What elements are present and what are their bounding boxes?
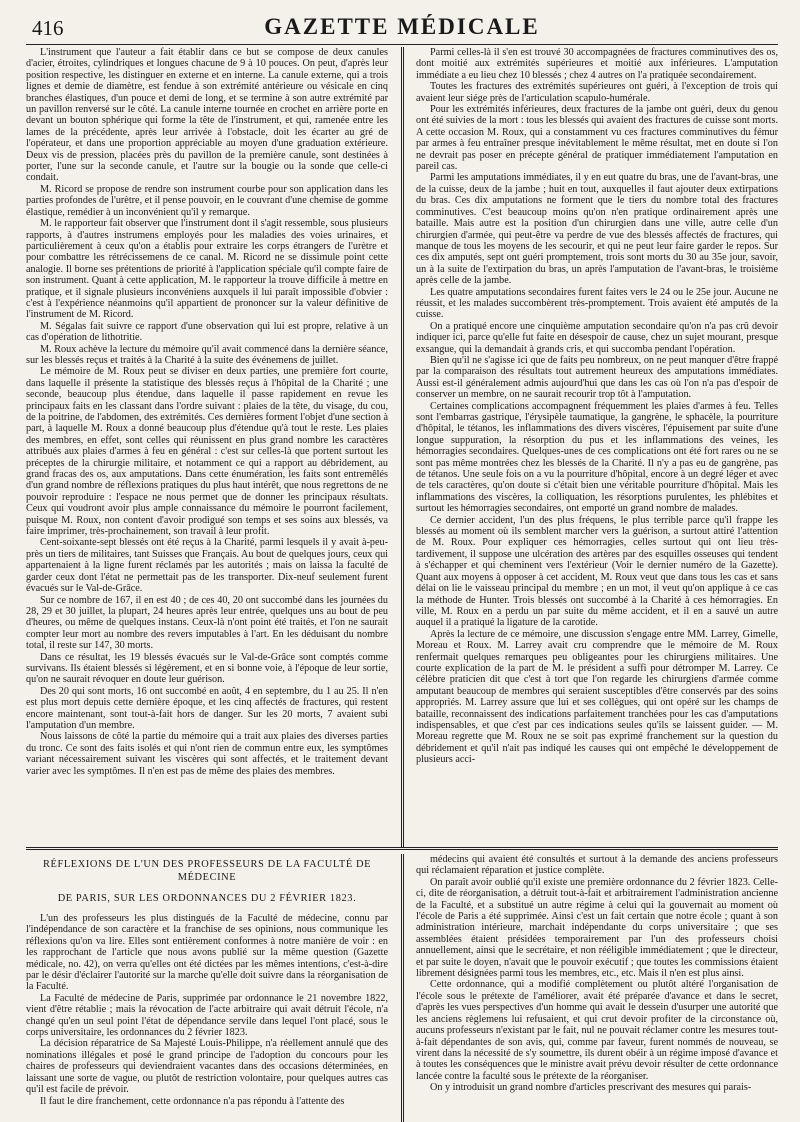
paragraph: La Faculté de médecine de Paris, supprimée par ordonnance le 21 novembre 1822, vient d'être rétablie ; mais la révocation de l'acte arbitraire qui avait détruit l'école, n'a changé qu'en un seul point l'état de dépendance servile dans lequel l'ont placé, sous le corps universitaire, les ordonnances du 2 février 1823. (26, 992, 388, 1039)
paragraph: Le mémoire de M. Roux peut se diviser en deux parties, une première fort courte, dans laquelle il présente la statistique des blessés reçus à l'hôpital de la Charité ; une seconde, beaucoup plus étendue, dans laquelle il passe rapidement en revue les principaux faits en les classant dans l'ordre suivant : plaies de la tête, du visage, du cou, de la poitrine, de l'abdomen, des extrémités. Ces dernières forment l'objet d'une section à part, à laquelle M. Roux a donné beaucoup plus d'étendue qu'à tout le reste. Les plaies des membres, en effet, sont celles qui réunissent en plus grand nombre les caractères attribués aux plaies d'armes à feu en général : c'est sur celles-là que portent surtout les préceptes de la chirurgie militaire, et notamment ce qui a rapport au débridement, au grand fracas des os, aux amputations. Dans cette énumération, les faits sont entremêlés d'un grand nombre de réflexions pratiques du plus haut intérêt, que nous regrettons de ne pouvoir reproduire : l'espace ne nous permet que de donner les principaux résultats. Ceux qui voudront avoir plus ample connaissance du mémoire le pourront facilement, puisque M. Roux, non content d'avoir prodigué son temps et ses soins aux blessés, va faire imprimer, très-prochainement, son travail à leur profit. (26, 366, 388, 538)
paragraph: Cette ordonnance, qui a modifié complètement ou plutôt altéré l'organisation de l'école sous le prétexte de l'améliorer, avait été préparée d'avance et dans le secret, d'après les vues perspectives d'un homme qui avait le dessein d'usurper une autorité que les anciens règlemens lui refusaient, et qui crut devoir profiter de la circonstance où, aucuns professeurs n'existant par le fait, nul ne pouvait réclamer contre les mesures tout-à-fait dépendantes de son avis, qui, comme par faveur, furent nommés de nouveau, se virent dans la nécessité de s'y soumettre, ils durent obéir à un régime imposé d'avance et à toutes les conséquences que le ministre avait prévu devoir résulter de cette ordonnance lancée contre la faculté sous le prétexte de la réorganiser. (416, 979, 778, 1082)
masthead-title: GAZETTE MÉDICALE (264, 14, 540, 39)
paragraph: Cent-soixante-sept blessés ont été reçus à la Charité, parmi lesquels il y avait à-peu-près un tiers de militaires, tant Suisses que Français. Au bout de quelques jours, ceux qui appartenaient à la ligne furent réclamés par les autorités ; mais on laissa la faculté de garder ceux dont l'état ne permettait pas de les transporter. Dix-neuf seulement furent évacués sur le Val-de-Grâce. (26, 537, 388, 595)
article-right-column (416, 854, 778, 1122)
paragraph: Les quatre amputations secondaires furent faites vers le 24 ou le 25e jour. Aucune ne réussit, et les malades succombèrent très-promptement. Trois avaient été amputés de la cuisse. (416, 286, 778, 321)
paragraph: La décision réparatrice de Sa Majesté Louis-Philippe, n'a réellement annulé que des nominations illégales et posé le grand principe de l'adoption du concours pour les chaires de professeurs qui deviendraient vacantes dans des occasions déterminées, en laissant une sorte de vague, ou plutôt de restriction volontaire, pour quelques autres cas qu'il est facile de prévoir. (26, 1038, 388, 1096)
paragraph: L'instrument que l'auteur a fait établir dans ce but se compose de deux canules d'acier, étroites, cylindriques et longues chacune de 9 à 10 pouces. On peut, d'après leur position respective, les distinguer en externe et en interne. La canule externe, qui a trois lignes et demie de diamètre, est fendue à son extrémité antérieure ou vésicale en cinq branches élastiques, d'un pouce et demi de long, et se termine à son autre extrémité par un pavillon renversé sur le côté. La canule interne tournée en crochet en arrière porte en devant un bouton sphérique qui forme la tête de l'instrument, et qui, ramenée entre les lames de la précédente, après leur arrivée à l'obstacle, doit les écarter au gré de l'opérateur, et dans une proportion appréciable au moyen d'une graduation extérieure. Deux vis de pression, placées près du pavillon de la première canule, sont destinées à porter, l'une sur la seconde canule, et l'autre sur la bougie ou la sonde que celle-ci condait. (26, 47, 388, 184)
header-rule (26, 44, 778, 45)
paragraph: On paraît avoir oublié qu'il existe une première ordonnance du 2 février 1823. Celle-ci, dite de réorganisation, a détruit tout-à-fait et arbitrairement l'administration ancienne de la Faculté, et a substitué un autre régime à celui qui la gouvernait au moment où l'école de Paris a été supprimée. Ainsi c'est un fait certain que notre école ; quant à son administration intérieure, marchait indépendante du corps universitaire ; que ses assemblées étaient présidées temporairement par l'un des professeurs choisi annuellement, ainsi que le secrétaire, et non rééligible immédiatement ; que le directeur, et par suite le doyen, n'avait que le pouvoir exécutif ; que toutes les commissions étaient librement désignées parmi tous les membres, etc., etc. Mais il n'en est plus ainsi. (416, 876, 778, 980)
article-columns (26, 854, 778, 1122)
right-column (416, 47, 778, 847)
column-divider (401, 47, 404, 847)
left-column (26, 47, 388, 847)
paragraph: Parmi les amputations immédiates, il y en eut quatre du bras, une de l'avant-bras, une de la cuisse, deux de la jambe ; huit en tout, auxquelles il faut ajouter deux extirpations du bras. Ces dix amputations ne forment que le tiers du nombre total des fractures comminutives. C'est beaucoup moins qu'on n'en pratique ordinairement après une bataille. Mais autre est la position d'un chirurgien dans une ville, autre celle d'un chirurgien d'armée, qui peut-être va perdre de vue des blessés affectés de fractures, qui manque de tous les moyens de les secourir, et qui ne peut leur faire garder le repos. Sur ces dix amputés, sept ont guéri promptement, trois sont morts du 30 au 35e jour, savoir, un à la suite de l'extirpation du bras, un après l'amputation de l'avant-bras, le troisième après celle de la jambe. (416, 172, 778, 287)
paragraph: M. Roux achève la lecture du mémoire qu'il avait commencé dans la dernière séance, sur les blessés reçus et traités à la Charité à la suite des événemens de juillet. (26, 343, 388, 366)
paragraph: On y introduisit un grand nombre d'articles prescrivant des mesures qui parais- (430, 1082, 752, 1094)
article-left-column (26, 854, 388, 1122)
paragraph: Parmi celles-là il s'en est trouvé 30 accompagnées de fractures comminutives des os, dont moitié aux extrémités supérieures et moitié aux inférieures. L'amputation immédiate a eu lieu chez 10 blessés ; chez 4 autres on l'a pratiquée secondairement. (416, 47, 778, 81)
article-column-divider (401, 854, 404, 1122)
paragraph: Nous laissons de côté la partie du mémoire qui a trait aux plaies des diverses parties du tronc. Ce sont des faits isolés et qui n'ont rien de commun entre eux, les symptômes variant nécessairement suivant les viscères qui sont affectés, et le traitement devant varier avec les symptômes. Il n'en est pas de même des plaies des membres. (26, 731, 388, 777)
paragraph: Dans ce résultat, les 19 blessés évacués sur le Val-de-Grâce sont comptés comme survivans. Ils étaient blessés si légèrement, et en si bonne voie, à l'époque de leur sortie, qu'on ne saurait révoquer en doute leur guérison. (26, 651, 388, 686)
paragraph: Toutes les fractures des extrémités supérieures ont guéri, à l'exception de trois qui avaient leur siége près de l'articulation scapulo-humérale. (416, 81, 778, 104)
page-number: 416 (32, 16, 64, 40)
article-title-line-1: RÉFLEXIONS DE L'UN DES PROFESSEURS DE LA FACULTÉ DE MÉDECINE (42, 859, 372, 883)
paragraph: Certaines complications accompagnent fréquemment les plaies d'armes à feu. Telles sont l'embarras gastrique, l'érysipèle taumatique, la gangrène, le sphacèle, la pourriture d'hôpital, le tétanos, les inflammations des divers viscères, l'épuisement par suite d'une longue suppuration, la résorption du pus et les inflammations des veines, les hémorragies secondaires. Quelques-unes de ces complications ont été fort rares ou ne se sont pas même montrées chez les blessés de la Charité. Il n'y a pas eu de gangrène, pas de tétanos. Une seule fois on a vu la pourriture d'hôpital, encore à un degré léger et avec de tels caractères, qu'on doute si c'était bien une véritable pourriture d'hôpital. Mais les inflammations des viscères, la colliquation, les résorptions purulentes, les phlébites et surtout les hémorragies secondaires, ont emporté un grand nombre de malades. (416, 400, 778, 515)
paragraph: Après la lecture de ce mémoire, une discussion s'engage entre MM. Larrey, Gimelle, Moreau et Roux. M. Larrey avait cru comprendre que le mémoire de M. Roux renfermait quelques remarques peu obligeantes pour les chirurgiens militaires. Une courte explication de la part de M. le président a suffi pour détromper M. Larrey. Ce célèbre praticien dit que c'est à tort que l'on regarde les chirurgiens d'armée comme amputant beaucoup de membres qui seraient susceptibles d'être conservés par des soins appropriés. M. Larrey assure que lui et ses collègues, qui ont opéré sur les champs de bataille, reconnaissent des indications parfaitement tranchées pour les cas d'amputations indispensables, et que c'est par ces indications seules qu'ils se laissent guider. — M. Moreau regrette que M. Roux ne se soit pas exprimé franchement sur la question du débridement et qu'il n'ait pas indiqué les causes qui ont empêché le développement de plusieurs acci- (416, 628, 778, 766)
paragraph: Sur ce nombre de 167, il en est 40 ; de ces 40, 20 ont succombé dans les journées du 28, 29 et 30 juillet, la plupart, 24 heures après leur entrée, quelques uns au bout de peu d'heures, ou même de quelques instans. Ceux-là n'ont point été traités, et l'on ne saurait compter leur mort au nombre des revers imputables à l'art. En les déduisant du nombre total, il reste sur 147, 30 morts. (26, 594, 388, 652)
paragraph: M. Ricord se propose de rendre son instrument courbe pour son application dans les parties profondes de l'urètre, et il pense pouvoir, en le couvrant d'une chemise de gomme élastique, remédier à un inconvénient qu'il y remarque. (26, 183, 388, 218)
paragraph: M. le rapporteur fait observer que l'instrument dont il s'agit ressemble, sous plusieurs rapports, à d'autres instrumens employés pour les maladies des voies urinaires, et particulièrement à ceux qu'on a établis pour extraire les corps étrangers de l'urètre et pour combattre les rétrécissemens de ce canal. M. Ricord ne se dissimule point cette analogie. Il borne ses prétentions de priorité à l'application spéciale qu'il compte faire de son instrument. Quant à cette application, M. le rapporteur la trouve difficile à mettre en pratique, et il signale plusieurs inconvéniens auxquels il lui paraît impossible d'obvier : c'est à l'expérience néanmoins qu'il appartient de prononcer sur la valeur définitive de l'instrument de M. Ricord. (26, 218, 388, 321)
paragraph: Bien qu'il ne s'agisse ici que de faits peu nombreux, on ne peut manquer d'être frappé par la comparaison des résultats tout autrement heureux des amputations immédiates. Aussi est-il généralement admis aujourd'hui que dans les cas où l'on n'a pas d'espoir de conserver un membre, on ne saurait recourir trop tôt à l'amputation. (416, 354, 778, 401)
newspaper-page (26, 10, 778, 1107)
paragraph: Ce dernier accident, l'un des plus fréquens, le plus terrible parce qu'il frappe les blessés au moment où ils semblent marcher vers la guérison, a surtout attiré l'attention de M. Roux. Pour expliquer ces hémorragies, celles surtout qui ont lieu très-tardivement, il suppose une ulcération des artères par des esquilles osseuses qui tendent à s'échapper et qui cheminent vers l'extérieur (Voir le dernier numéro de la Gazette). Quant aux moyens à opposer à cet accident, M. Roux veut que dans tous les cas et sans délai on lie le vaisseau principal du membre ; en un mot, il veut qu'on applique à ce cas la méthode de Hunter. Trois blessés ont succombé à la Charité à ces hémorragies. En ville, M. Roux en a perdu un par suite du même accident, et il en a sauvé un autre auquel il a pratiqué la ligature de la carotide. (416, 514, 778, 629)
article-title-line-2: DE PARIS, SUR LES ORDONNANCES DU 2 FÉVRIER 1823. (57, 893, 357, 904)
section-rule (26, 847, 778, 850)
paragraph: On a pratiqué encore une cinquième amputation secondaire qu'on n'a pas crû devoir indiquer ici, parce qu'elle fut faite en désespoir de cause, chez un sujet mourant, presque exsangue, qui la demandait à grands cris, et qui succomba pendant l'opération. (416, 320, 778, 355)
paragraph: Pour les extrémités inférieures, deux fractures de la jambe ont guéri, deux du genou ont été suivies de la mort : tous les blessés qui avaient des fractures de cuisse sont morts. A cette occasion M. Roux, qui a constamment vu ces fractures comminutives du fémur par armes à feu entraîner presque inévitablement le même résultat, met en doute si l'on ne devrait pas poser en précepte général de pratiquer immédiatement l'amputation en pareil cas. (416, 104, 778, 173)
paragraph: L'un des professeurs les plus distingués de la Faculté de médecine, connu par l'indépendance de son caractère et la franchise de ses opinions, nous communique les réflexions qu'on va lire. Elles sont entièrement conformes à notre manière de voir : en les rapprochant de l'article que nous avons publié sur la même question (Gazette médicale, no. 42), on verra qu'elles ont été dictées par les mêmes intentions, c'est-à-dire par le désir d'éclairer l'autorité sur la marche qu'elle doit suivre dans la réorganisation de la Faculté. (26, 913, 388, 993)
paragraph: Il faut le dire franchement, cette ordonnance n'a pas répondu à l'attente des (40, 1095, 345, 1107)
paragraph: Des 20 qui sont morts, 16 ont succombé en août, 4 en septembre, du 1 au 25. Il n'en est plus mort depuis cette dernière époque, et les cinq affectés de fractures, qui restent encore maintenant, sont tout-à-fait hors de danger. Sur les 20 morts, 7 avaient subi l'amputation d'un membre. (26, 685, 388, 731)
page-header (26, 10, 778, 44)
paragraph: M. Ségalas fait suivre ce rapport d'une observation qui lui est propre, relative à un cas d'opération de lithotritie. (26, 320, 388, 344)
paragraph: médecins qui avaient été consultés et surtout à la demande des anciens professeurs qui réclamaient réparation et justice complète. (416, 854, 778, 877)
top-columns (26, 47, 778, 847)
